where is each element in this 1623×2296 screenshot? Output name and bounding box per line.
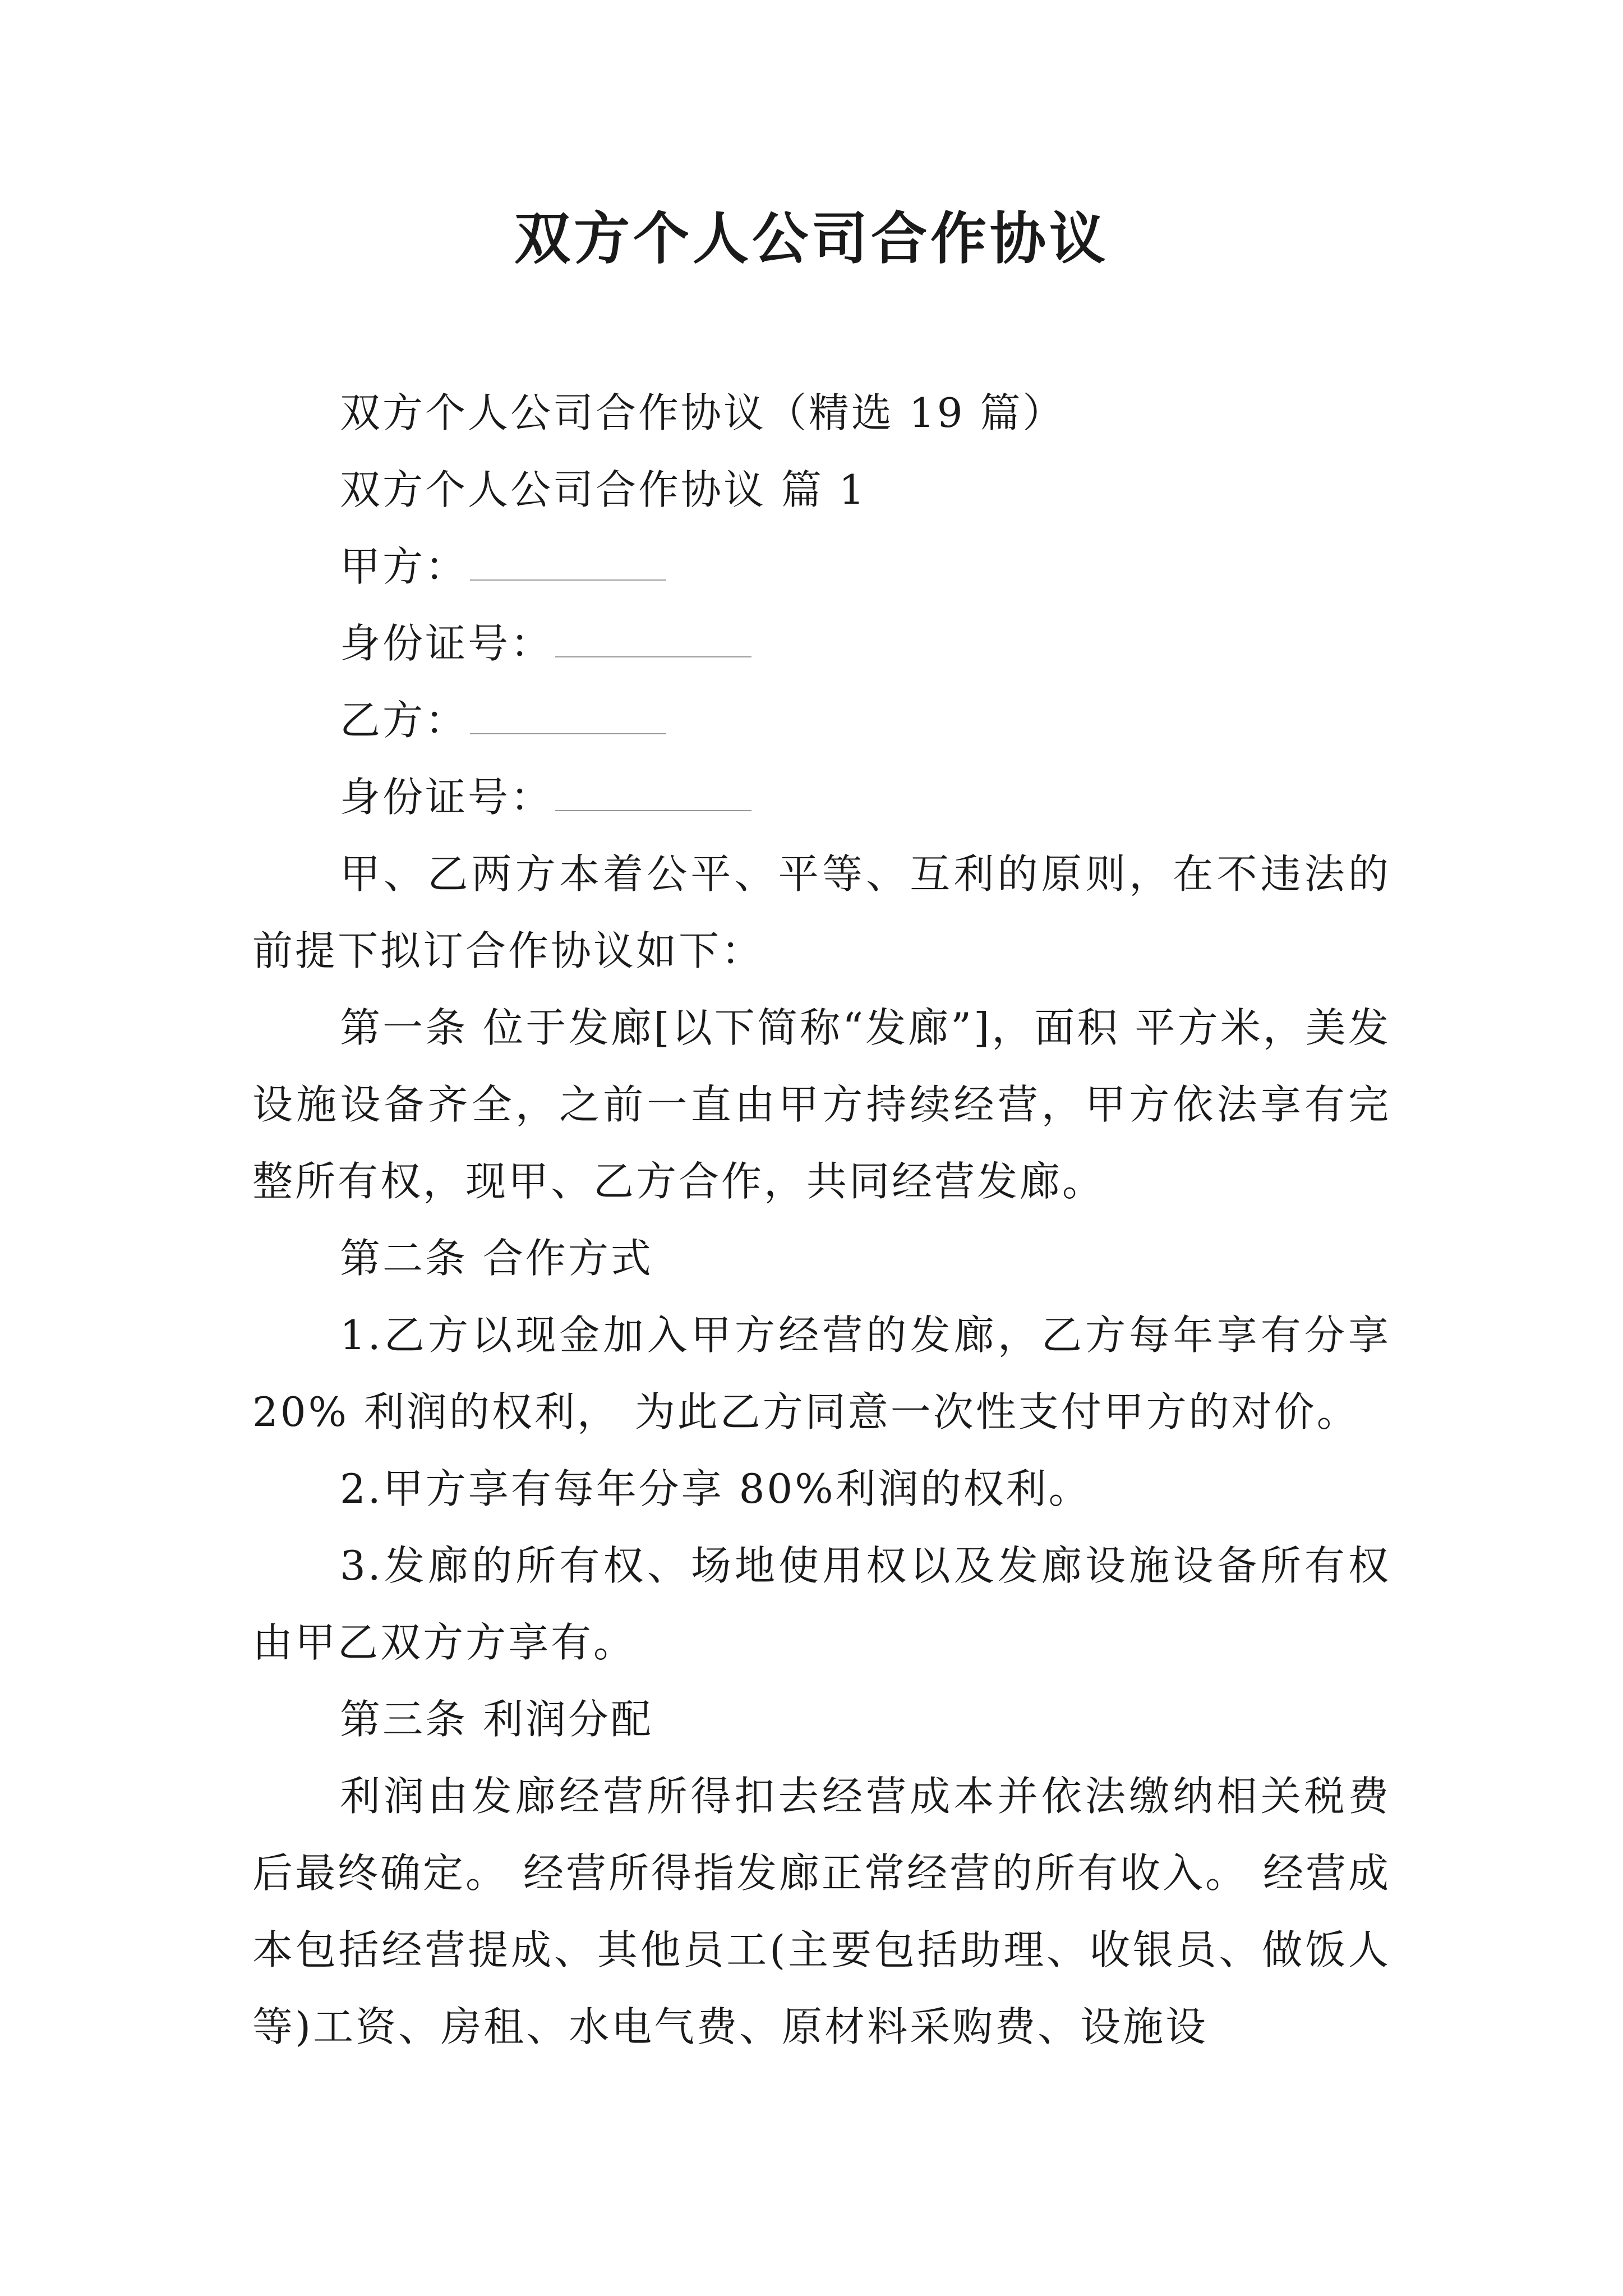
party-b-id-blank: [555, 783, 751, 811]
article-2-item-3: 3.发廊的所有权、场地使用权以及发廊设施设备所有权由甲乙双方方享有。: [252, 1542, 1391, 1666]
article-2-item-2: 2.甲方享有每年分享 80%利润的权利。: [340, 1465, 1091, 1512]
article-2-heading: 第二条 合作方式: [340, 1235, 653, 1282]
subtitle: 双方个人公司合作协议（精选 19 篇）: [340, 389, 1066, 436]
party-b-label: 乙方：: [340, 697, 468, 744]
party-a-id-label: 身份证号：: [340, 620, 554, 667]
article-3-body: 利润由发廊经营所得扣去经营成本并依法缴纳相关税费后最终确定。 经营所得指发廊正常经营的所有收入。 经营成本包括经营提成、其他员工(主要包括助理、收银员、做饭人等)工资、房租、水电气费、原材料采购费、设施设: [252, 1773, 1391, 2050]
article-3-heading: 第三条 利润分配: [340, 1696, 653, 1743]
party-b-id-line: [252, 759, 1391, 836]
document-title: 双方个人公司合作协议: [514, 205, 1109, 272]
party-b-blank: [470, 706, 666, 734]
intro-paragraph: 甲、乙两方本着公平、平等、互利的原则，在不违法的前提下拟订合作协议如下：: [252, 850, 1391, 974]
party-a-label: 甲方：: [340, 543, 468, 590]
section-heading: 双方个人公司合作协议 篇 1: [340, 466, 867, 513]
party-a-line: [252, 528, 1391, 605]
party-a-blank: [470, 553, 666, 581]
party-b-id-label: 身份证号：: [340, 774, 554, 821]
party-a-id-line: [252, 605, 1391, 682]
party-a-id-blank: [555, 629, 751, 657]
article-2-item-1: 1.乙方以现金加入甲方经营的发廊，乙方每年享有分享20% 利润的权利， 为此乙方同意一次性支付甲方的对价。: [252, 1312, 1391, 1435]
article-1: 第一条 位于发廊[以下简称“发廊”]，面积 平方米，美发设施设备齐全，之前一直由甲方持续经营，甲方依法享有完 整所有权，现甲、乙方合作，共同经营发廊。: [252, 1004, 1391, 1205]
party-b-line: [252, 682, 1391, 759]
document-body: [252, 375, 1391, 2065]
